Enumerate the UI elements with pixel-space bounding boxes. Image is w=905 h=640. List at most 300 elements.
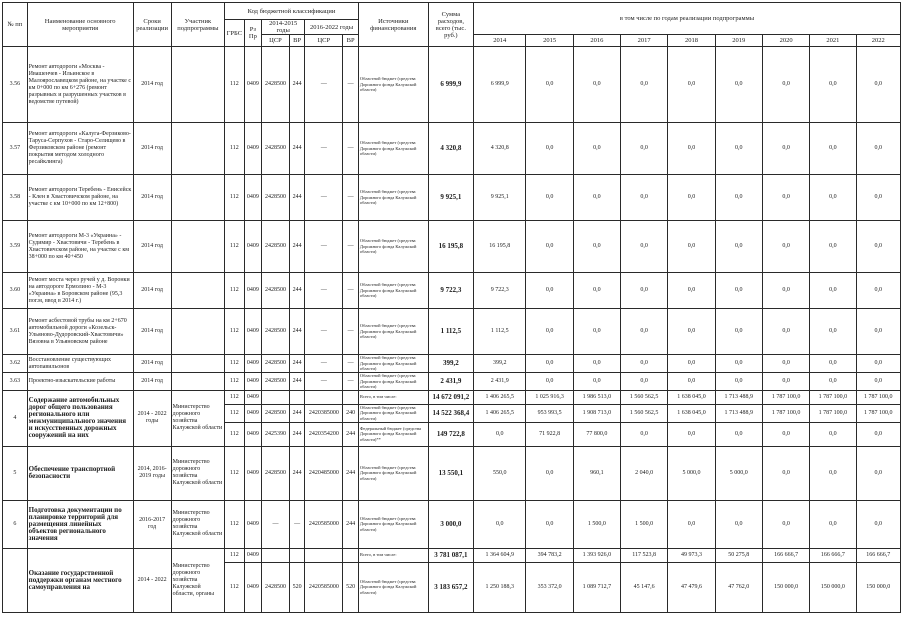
year-amount: 953 993,5 [526, 404, 573, 422]
rzpr-code: 0409 [244, 309, 261, 355]
total-amount: 4 320,8 [428, 123, 473, 175]
row-number: 5 [3, 446, 28, 500]
year-amount: 0,0 [762, 273, 809, 309]
row-number: 3.61 [3, 309, 28, 355]
year-amount: 0,0 [762, 175, 809, 221]
year-amount: 0,0 [621, 221, 668, 273]
table-row [3, 390, 901, 404]
total-amount: 1 112,5 [428, 309, 473, 355]
year-amount: 9 722,3 [474, 273, 526, 309]
total-amount: 3 781 087,1 [428, 548, 473, 562]
year-amount: 0,0 [621, 309, 668, 355]
year-amount: 0,0 [573, 373, 620, 391]
year-amount: 1 787 100,0 [762, 404, 809, 422]
row-number: 3.62 [3, 355, 28, 373]
year-amount: 0,0 [810, 422, 856, 446]
year-amount: 0,0 [762, 123, 809, 175]
grbs-code: 112 [225, 273, 245, 309]
funding-source: Всего, в том числе: [358, 548, 428, 562]
year-amount: 0,0 [856, 175, 901, 221]
funding-source: Областной бюджет (средства Дорожного фонда Калужской области) [358, 562, 428, 612]
year-amount: 399,2 [474, 355, 526, 373]
rzpr-code: 0409 [244, 404, 261, 422]
csr-code [305, 390, 343, 404]
vr-code: 520 [343, 562, 358, 612]
grbs-code: 112 [225, 548, 245, 562]
total-amount: 9 722,3 [428, 273, 473, 309]
term: 2014 год [133, 221, 171, 273]
term: 2014 - 2022 [133, 548, 171, 612]
activity-name: Ремонт автодороги Теребень - Енисейск - Клен в Хвастовичском районе, на участке с км 10+000 по км 12+800) [27, 175, 133, 221]
csr-code: 2428500 [262, 355, 290, 373]
year-amount: 5 000,0 [668, 446, 715, 500]
grbs-code: 112 [225, 175, 245, 221]
year-amount: 0,0 [668, 175, 715, 221]
total-amount: 13 550,1 [428, 446, 473, 500]
year-amount: 166 666,7 [762, 548, 809, 562]
year-amount: 0,0 [762, 355, 809, 373]
year-amount: 6 999,9 [474, 47, 526, 123]
year-amount: 117 523,8 [621, 548, 668, 562]
term: 2014 год [133, 309, 171, 355]
csr-code: — [262, 500, 290, 548]
year-amount: 0,0 [668, 422, 715, 446]
participant [171, 273, 224, 309]
rzpr-code: 0409 [244, 373, 261, 391]
rzpr-code: 0409 [244, 175, 261, 221]
total-amount: 399,2 [428, 355, 473, 373]
year-amount: 0,0 [621, 273, 668, 309]
funding-source: Областной бюджет (средства Дорожного фонда Калужской области) [358, 47, 428, 123]
activity-name: Ремонт автодороги «Москва - Ивашенчев - Ильинское в Малоярославецком районе, на участке с км 0+000 по км 6+276 (ремонт разрывных и разрушенных участков в ведомстве путевой) [27, 47, 133, 123]
year-amount: 0,0 [573, 273, 620, 309]
csr-code: — [305, 355, 343, 373]
participant [171, 47, 224, 123]
year-amount: 0,0 [810, 175, 856, 221]
vr-code: 244 [289, 47, 304, 123]
header-year: 2019 [715, 35, 762, 47]
year-amount: 0,0 [856, 446, 901, 500]
year-amount: 0,0 [856, 500, 901, 548]
csr-code: 2428500 [262, 175, 290, 221]
year-amount: 0,0 [526, 355, 573, 373]
vr-code: 244 [289, 373, 304, 391]
table-row [3, 273, 901, 309]
vr-code: — [343, 309, 358, 355]
participant [171, 123, 224, 175]
term: 2014 - 2022 годы [133, 390, 171, 446]
rzpr-code: 0409 [244, 422, 261, 446]
rzpr-code: 0409 [244, 500, 261, 548]
year-amount: 1 250 188,3 [474, 562, 526, 612]
participant: Министерство дорожного хозяйства Калужской области [171, 500, 224, 548]
header-year: 2018 [668, 35, 715, 47]
year-amount: 0,0 [810, 500, 856, 548]
vr-code: — [343, 373, 358, 391]
participant [171, 373, 224, 391]
activity-name: Проектно-изыскательские работы [27, 373, 133, 391]
csr-code: — [305, 123, 343, 175]
vr-code: — [289, 500, 304, 548]
csr-code: 2428500 [262, 123, 290, 175]
rzpr-code: 0409 [244, 123, 261, 175]
year-amount: 2 431,9 [474, 373, 526, 391]
year-amount: 353 372,0 [526, 562, 573, 612]
year-amount: 0,0 [762, 422, 809, 446]
year-amount: 0,0 [668, 123, 715, 175]
vr-code: — [343, 355, 358, 373]
year-amount: 0,0 [621, 123, 668, 175]
table-row [3, 355, 901, 373]
participant: Министерство дорожного хозяйства Калужской области, органы [171, 548, 224, 612]
year-amount: 150 000,0 [762, 562, 809, 612]
activity-name: Оказание государственной поддержки органам местного самоуправления на [27, 548, 133, 612]
year-amount: 0,0 [526, 309, 573, 355]
grbs-code: 112 [225, 422, 245, 446]
year-amount: 0,0 [715, 273, 762, 309]
term: 2016-2017 год [133, 500, 171, 548]
vr-code: 244 [343, 446, 358, 500]
header-csr1: ЦСР [262, 35, 290, 47]
year-amount: 0,0 [668, 373, 715, 391]
header-participant: Участник подпрограммы [171, 3, 224, 47]
year-amount: 49 973,3 [668, 548, 715, 562]
vr-code: 244 [289, 404, 304, 422]
year-amount: 1 638 045,0 [668, 404, 715, 422]
rzpr-code: 0409 [244, 355, 261, 373]
year-amount: 0,0 [573, 175, 620, 221]
participant [171, 175, 224, 221]
header-csr2: ЦСР [305, 35, 343, 47]
header-year: 2020 [762, 35, 809, 47]
header-year: 2022 [856, 35, 901, 47]
row-number: 3.63 [3, 373, 28, 391]
activity-name: Содержание автомобильных дорог общего пользования регионального или межмуниципального значения и искусственных дорожных сооружений на них [27, 390, 133, 446]
row-number: 3.59 [3, 221, 28, 273]
year-amount: 0,0 [762, 47, 809, 123]
vr-code: — [343, 123, 358, 175]
year-amount: 0,0 [715, 500, 762, 548]
year-amount: 166 666,7 [810, 548, 856, 562]
participant [171, 355, 224, 373]
csr-code [262, 390, 290, 404]
header-sources: Источники финансирования [358, 3, 428, 47]
total-amount: 149 722,8 [428, 422, 473, 446]
csr-code: — [305, 47, 343, 123]
table-row [3, 500, 901, 548]
year-amount: 0,0 [573, 123, 620, 175]
year-amount: 0,0 [668, 221, 715, 273]
year-amount: 47 762,0 [715, 562, 762, 612]
header-no: № пп [3, 3, 28, 47]
year-amount: 1 787 100,0 [762, 390, 809, 404]
year-amount: 0,0 [526, 47, 573, 123]
year-amount: 0,0 [474, 422, 526, 446]
vr-code [289, 548, 304, 562]
year-amount: 4 320,8 [474, 123, 526, 175]
table-row [3, 221, 901, 273]
term: 2014 год [133, 175, 171, 221]
funding-source: Областной бюджет (средства Дорожного фонда Калужской области) [358, 446, 428, 500]
year-amount: 0,0 [856, 273, 901, 309]
year-amount: 0,0 [810, 446, 856, 500]
year-amount: 0,0 [856, 309, 901, 355]
term: 2014 год [133, 373, 171, 391]
funding-source: Всего, в том числе: [358, 390, 428, 404]
total-amount: 3 183 657,2 [428, 562, 473, 612]
year-amount: 0,0 [526, 500, 573, 548]
complex-rows [3, 390, 901, 612]
activity-name: Восстановление существующих автопавильонов [27, 355, 133, 373]
year-amount: 0,0 [526, 446, 573, 500]
funding-source: Областной бюджет (средства Дорожного фонда Калужской области) [358, 175, 428, 221]
vr-code: — [343, 221, 358, 273]
grbs-code: 112 [225, 221, 245, 273]
year-amount: 0,0 [810, 221, 856, 273]
vr-code: — [343, 273, 358, 309]
activity-name: Ремонт моста через ручей у д. Воронки на автодороге Ермолино - М-3 «Украина» в Боровском районе (95,3 пог.м, ввод в 2014 г.) [27, 273, 133, 309]
vr-code: 244 [289, 446, 304, 500]
activity-name: Обеспечение транспортной безопасности [27, 446, 133, 500]
header-year: 2015 [526, 35, 573, 47]
year-amount: 1 364 604,9 [474, 548, 526, 562]
csr-code: — [305, 309, 343, 355]
vr-code: 244 [343, 422, 358, 446]
grbs-code: 112 [225, 404, 245, 422]
year-amount: 0,0 [856, 355, 901, 373]
header-kbk: Код бюджетной классификации [225, 3, 359, 20]
year-amount: 0,0 [668, 309, 715, 355]
year-amount: 0,0 [715, 373, 762, 391]
grbs-code: 112 [225, 390, 245, 404]
year-amount: 0,0 [526, 123, 573, 175]
year-amount: 0,0 [715, 221, 762, 273]
row-number [3, 548, 28, 612]
csr-code: 2428500 [262, 404, 290, 422]
year-amount: 1 500,0 [573, 500, 620, 548]
vr-code: 244 [289, 273, 304, 309]
csr-code: — [305, 273, 343, 309]
vr-code: — [343, 47, 358, 123]
year-amount: 77 800,0 [573, 422, 620, 446]
header-by-years: в том числе по годам реализации подпрограммы [474, 3, 901, 35]
year-amount: 0,0 [762, 373, 809, 391]
table-row [3, 446, 901, 500]
year-amount: 0,0 [856, 123, 901, 175]
total-amount: 16 195,8 [428, 221, 473, 273]
year-amount: 0,0 [526, 373, 573, 391]
table-row [3, 123, 901, 175]
year-amount: 0,0 [715, 175, 762, 221]
year-amount: 0,0 [810, 123, 856, 175]
header-period1: 2014-2015 годы [262, 20, 305, 35]
total-amount: 14 672 091,2 [428, 390, 473, 404]
year-amount: 1 406 265,5 [474, 390, 526, 404]
funding-source: Областной бюджет (средства Дорожного фонда Калужской области) [358, 404, 428, 422]
total-amount: 2 431,9 [428, 373, 473, 391]
year-amount: 1 713 488,9 [715, 404, 762, 422]
year-amount: 0,0 [762, 446, 809, 500]
year-amount: 9 925,1 [474, 175, 526, 221]
rzpr-code: 0409 [244, 47, 261, 123]
activity-name: Ремонт асбестовой трубы на км 2+670 автомобильной дороги «Козельск-Ульяново-Дудоровский-Хвастовичи» Вязовна в Ульяновском районе [27, 309, 133, 355]
year-amount: 0,0 [810, 273, 856, 309]
participant: Министерство дорожного хозяйства Калужской области [171, 390, 224, 446]
year-amount: 0,0 [810, 373, 856, 391]
rzpr-code: 0409 [244, 562, 261, 612]
year-amount: 1 560 562,5 [621, 404, 668, 422]
year-amount: 0,0 [715, 422, 762, 446]
header-rzpr: Рз Пр [244, 20, 261, 47]
funding-source: Областной бюджет (средства Дорожного фонда Калужской области) [358, 221, 428, 273]
total-amount: 9 925,1 [428, 175, 473, 221]
year-amount: 1 089 712,7 [573, 562, 620, 612]
rzpr-code: 0409 [244, 273, 261, 309]
csr-code: 2428500 [262, 562, 290, 612]
csr-code: 2428500 [262, 47, 290, 123]
row-number: 4 [3, 390, 28, 446]
year-amount: 1 638 045,0 [668, 390, 715, 404]
year-amount: 0,0 [668, 355, 715, 373]
year-amount: 0,0 [573, 355, 620, 373]
vr-code: 244 [289, 355, 304, 373]
term: 2014 год [133, 355, 171, 373]
row-number: 6 [3, 500, 28, 548]
funding-source: Областной бюджет (средства Дорожного фонда Калужской области) [358, 273, 428, 309]
year-amount: 1 112,5 [474, 309, 526, 355]
year-amount: 16 195,8 [474, 221, 526, 273]
activity-name: Подготовка документации по планировке территорий для размещения линейных объектов регионального значения [27, 500, 133, 548]
rzpr-code: 0409 [244, 548, 261, 562]
csr-code: 2428500 [262, 373, 290, 391]
year-amount: 0,0 [810, 47, 856, 123]
header-grbs: ГРБС [225, 20, 245, 47]
csr-code: 2420585000 [305, 562, 343, 612]
total-amount: 6 999,9 [428, 47, 473, 123]
header-vr2: ВР [343, 35, 358, 47]
year-amount: 0,0 [573, 221, 620, 273]
year-amount: 0,0 [668, 47, 715, 123]
year-amount: 550,0 [474, 446, 526, 500]
table-row [3, 309, 901, 355]
year-amount: 0,0 [621, 422, 668, 446]
year-amount: 0,0 [668, 500, 715, 548]
year-amount: 1 500,0 [621, 500, 668, 548]
vr-code: 244 [289, 221, 304, 273]
year-amount: 71 922,8 [526, 422, 573, 446]
year-amount: 0,0 [856, 221, 901, 273]
total-amount: 14 522 368,4 [428, 404, 473, 422]
year-amount: 0,0 [474, 500, 526, 548]
csr-code: 2420385000 [305, 404, 343, 422]
header-vr1: ВР [289, 35, 304, 47]
year-amount: 150 000,0 [856, 562, 901, 612]
year-amount: 50 275,8 [715, 548, 762, 562]
vr-code: 244 [289, 309, 304, 355]
header-name: Наименование основного мероприятия [27, 3, 133, 47]
term: 2014, 2016-2019 годы [133, 446, 171, 500]
vr-code: 244 [289, 422, 304, 446]
term: 2014 год [133, 273, 171, 309]
csr-code: 2420354200 [305, 422, 343, 446]
grbs-code: 112 [225, 355, 245, 373]
activity-name: Ремонт автодороги «Калуга-Ферзиково-Таруса-Серпухов - Старо-Селищево в Ферзиковском районе (ремонт покрытия методом холодного ресайклинга) [27, 123, 133, 175]
csr-code: 2428500 [262, 309, 290, 355]
header-terms: Сроки реализации [133, 3, 171, 47]
year-amount: 0,0 [573, 47, 620, 123]
year-amount: 1 787 100,0 [810, 390, 856, 404]
funding-source: Областной бюджет (средства Дорожного фонда Калужской области) [358, 500, 428, 548]
year-amount: 1 560 562,5 [621, 390, 668, 404]
year-amount: 0,0 [762, 500, 809, 548]
year-amount: 0,0 [715, 123, 762, 175]
header-year: 2017 [621, 35, 668, 47]
year-amount: 0,0 [715, 309, 762, 355]
year-amount: 1 393 926,0 [573, 548, 620, 562]
funding-source: Областной бюджет (средства Дорожного фонда Калужской области) [358, 309, 428, 355]
vr-code: — [343, 175, 358, 221]
year-amount: 0,0 [856, 373, 901, 391]
rzpr-code: 0409 [244, 221, 261, 273]
year-amount: 0,0 [621, 175, 668, 221]
vr-code [343, 390, 358, 404]
vr-code: 240 [343, 404, 358, 422]
activity-name: Ремонт автодороги М-3 «Украина» - Судимир - Хвастовичи - Теребень в Хвастовичском районе, на участке с км 38+000 по км 40+450 [27, 221, 133, 273]
year-amount: 1 406 265,5 [474, 404, 526, 422]
grbs-code: 112 [225, 123, 245, 175]
grbs-code: 112 [225, 500, 245, 548]
simple-rows [3, 47, 901, 391]
year-amount: 0,0 [526, 221, 573, 273]
year-amount: 0,0 [810, 309, 856, 355]
funding-source: Областной бюджет (средства Дорожного фонда Калужской области) [358, 373, 428, 391]
year-amount: 0,0 [810, 355, 856, 373]
rzpr-code: 0409 [244, 390, 261, 404]
header-year: 2014 [474, 35, 526, 47]
year-amount: 0,0 [762, 309, 809, 355]
year-amount: 960,1 [573, 446, 620, 500]
csr-code: 2428500 [262, 221, 290, 273]
row-number: 3.56 [3, 47, 28, 123]
vr-code [289, 390, 304, 404]
csr-code: — [305, 175, 343, 221]
year-amount: 150 000,0 [810, 562, 856, 612]
year-amount: 0,0 [856, 422, 901, 446]
row-number: 3.58 [3, 175, 28, 221]
year-amount: 394 783,2 [526, 548, 573, 562]
term: 2014 год [133, 123, 171, 175]
participant [171, 221, 224, 273]
grbs-code: 112 [225, 562, 245, 612]
year-amount: 1 787 100,0 [856, 390, 901, 404]
year-amount: 45 147,6 [621, 562, 668, 612]
row-number: 3.60 [3, 273, 28, 309]
year-amount: 5 000,0 [715, 446, 762, 500]
budget-table [2, 2, 901, 613]
vr-code: 244 [343, 500, 358, 548]
participant [171, 309, 224, 355]
year-amount: 0,0 [621, 47, 668, 123]
year-amount: 1 713 488,9 [715, 390, 762, 404]
csr-code [305, 548, 343, 562]
funding-source: Федеральный бюджет (средства Дорожного фонда Калужской области)** [358, 422, 428, 446]
year-amount: 0,0 [715, 47, 762, 123]
year-amount: 1 787 100,0 [810, 404, 856, 422]
csr-code: 2428500 [262, 446, 290, 500]
csr-code: 2428500 [262, 273, 290, 309]
csr-code: — [305, 221, 343, 273]
table-row [3, 175, 901, 221]
